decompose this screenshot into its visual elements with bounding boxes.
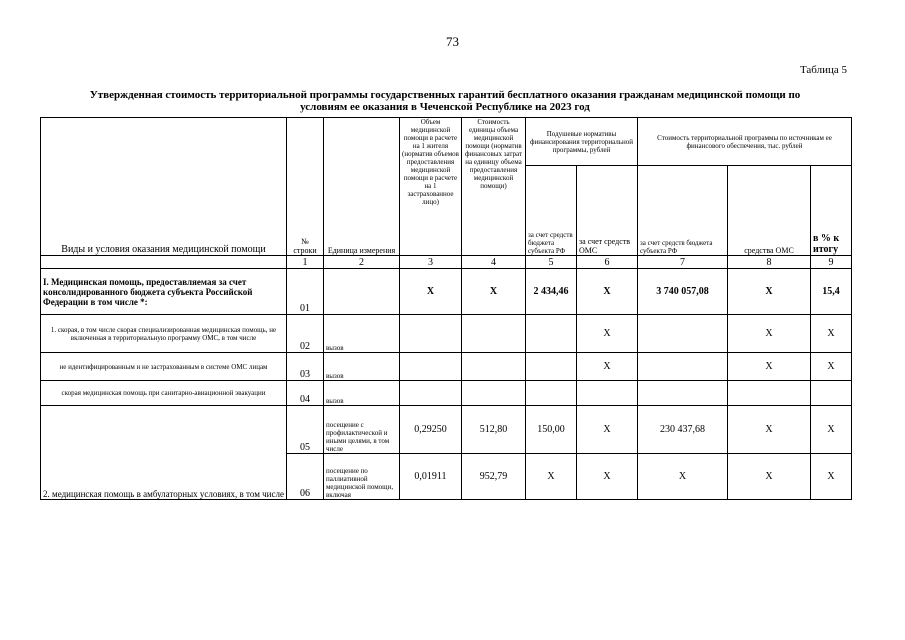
row-unit — [324, 269, 400, 315]
cell-c9: X — [811, 454, 852, 500]
header-pc-oms: за счет средств ОМС — [577, 166, 638, 256]
row-unit: вызов — [324, 315, 400, 353]
cell-c3: 0,01911 — [400, 454, 462, 500]
cell-c6: X — [577, 315, 638, 353]
cell-c5 — [526, 353, 577, 381]
header-total-cost: Стоимость территориальной программы по источникам ее финансового обеспечения, тыс. рублей — [638, 118, 852, 166]
cell-c8: X — [728, 315, 811, 353]
col-number: 6 — [577, 256, 638, 269]
table-title — [40, 89, 850, 113]
header-per-capita: Подушевые нормативы финансирования территориальной программы, рублей — [526, 118, 638, 166]
cell-c8: X — [728, 269, 811, 315]
col-number: 1 — [287, 256, 324, 269]
cell-c6 — [577, 381, 638, 406]
row-name: 1. скорая, в том числе скорая специализированная медицинская помощь, не включенная в территориальную программу ОМС, в том числе — [41, 315, 287, 353]
cell-c8: X — [728, 406, 811, 454]
col-number: 5 — [526, 256, 577, 269]
cell-c5: X — [526, 454, 577, 500]
cell-c3 — [400, 381, 462, 406]
cell-c5 — [526, 315, 577, 353]
cell-c8: X — [728, 454, 811, 500]
cell-c5 — [526, 381, 577, 406]
cell-c3 — [400, 353, 462, 381]
cell-c3: X — [400, 269, 462, 315]
cell-c9: X — [811, 353, 852, 381]
cell-c5: 2 434,46 — [526, 269, 577, 315]
row-name: I. Медицинская помощь, предоставляемая за счет консолидированного бюджета субъекта Российской Федерации в том числе *: — [41, 269, 287, 315]
row-no: 01 — [287, 269, 324, 315]
cell-c3 — [400, 315, 462, 353]
header-tc-pct: в % к итогу — [811, 166, 852, 256]
header-tc-budget: за счет средств бюджета субъекта РФ — [638, 166, 728, 256]
cell-c7 — [638, 353, 728, 381]
header-pc-budget: за счет средств бюджета субъекта РФ — [526, 166, 577, 256]
header-tc-oms: средства ОМС — [728, 166, 811, 256]
col-number: 8 — [728, 256, 811, 269]
cell-c9: X — [811, 315, 852, 353]
cell-c7 — [638, 315, 728, 353]
header-row-no: № строки — [287, 118, 324, 256]
cell-c8: X — [728, 353, 811, 381]
table-row — [41, 353, 852, 381]
cell-c5: 150,00 — [526, 406, 577, 454]
row-unit: вызов — [324, 381, 400, 406]
header-kind: Виды и условия оказания медицинской помощи — [41, 118, 287, 256]
cell-c7: 3 740 057,08 — [638, 269, 728, 315]
title-line-2: условиям ее оказания в Чеченской Республике на 2023 год — [300, 101, 590, 113]
col-number: 2 — [324, 256, 400, 269]
cost-table — [40, 117, 852, 500]
row-no: 04 — [287, 381, 324, 406]
header-unit: Единица измерения — [324, 118, 400, 256]
row-no: 06 — [287, 454, 324, 500]
table-row — [41, 269, 852, 315]
row-unit: посещение по паллиативной медицинской помощи, включая — [324, 454, 400, 500]
cell-c6: X — [577, 269, 638, 315]
column-numbers-row — [41, 256, 852, 269]
table-row — [41, 406, 852, 454]
table-row — [41, 315, 852, 353]
row-name: скорая медицинская помощь при санитарно-авиационной эвакуации — [41, 381, 287, 406]
cell-c9: 15,4 — [811, 269, 852, 315]
row-no: 03 — [287, 353, 324, 381]
col-number: 4 — [462, 256, 526, 269]
table-row — [41, 381, 852, 406]
row-no: 02 — [287, 315, 324, 353]
cell-c6: X — [577, 406, 638, 454]
cell-c3: 0,29250 — [400, 406, 462, 454]
col-number: 3 — [400, 256, 462, 269]
cell-c6: X — [577, 454, 638, 500]
cell-c7: X — [638, 454, 728, 500]
cell-c4: 952,79 — [462, 454, 526, 500]
cell-c4 — [462, 353, 526, 381]
cell-c4: 512,80 — [462, 406, 526, 454]
cell-c7: 230 437,68 — [638, 406, 728, 454]
col-number: 7 — [638, 256, 728, 269]
row-no: 05 — [287, 406, 324, 454]
row-unit: вызов — [324, 353, 400, 381]
header-cost: Стоимость единицы объема медицинской помощи (норматив финансовых затрат на единицу объема предоставления медицинской помощи) — [462, 118, 526, 256]
cell-c4: X — [462, 269, 526, 315]
cell-c7 — [638, 381, 728, 406]
row-name: 2. медицинская помощь в амбулаторных условиях, в том числе — [41, 406, 287, 500]
title-line-1: Утвержденная стоимость территориальной программы государственных гарантий бесплатного оказания гражданам медицинской помощи по — [89, 89, 801, 101]
cell-c4 — [462, 315, 526, 353]
header-volume: Объем медицинской помощи в расчете на 1 жителя (норматив объемов предоставления медицинской помощи в расчете на 1 застрахованное лицо) — [400, 118, 462, 256]
cell-c6: X — [577, 353, 638, 381]
cell-c9: X — [811, 406, 852, 454]
col-number — [41, 256, 287, 269]
page-number: 73 — [446, 34, 459, 49]
row-name: не идентифицированным и не застрахованным в системе ОМС лицам — [41, 353, 287, 381]
row-unit: посещение с профилактической и иными целями, в том числе — [324, 406, 400, 454]
cell-c8 — [728, 381, 811, 406]
col-number: 9 — [811, 256, 852, 269]
cell-c9 — [811, 381, 852, 406]
cell-c4 — [462, 381, 526, 406]
table-label: Таблица 5 — [799, 64, 847, 76]
